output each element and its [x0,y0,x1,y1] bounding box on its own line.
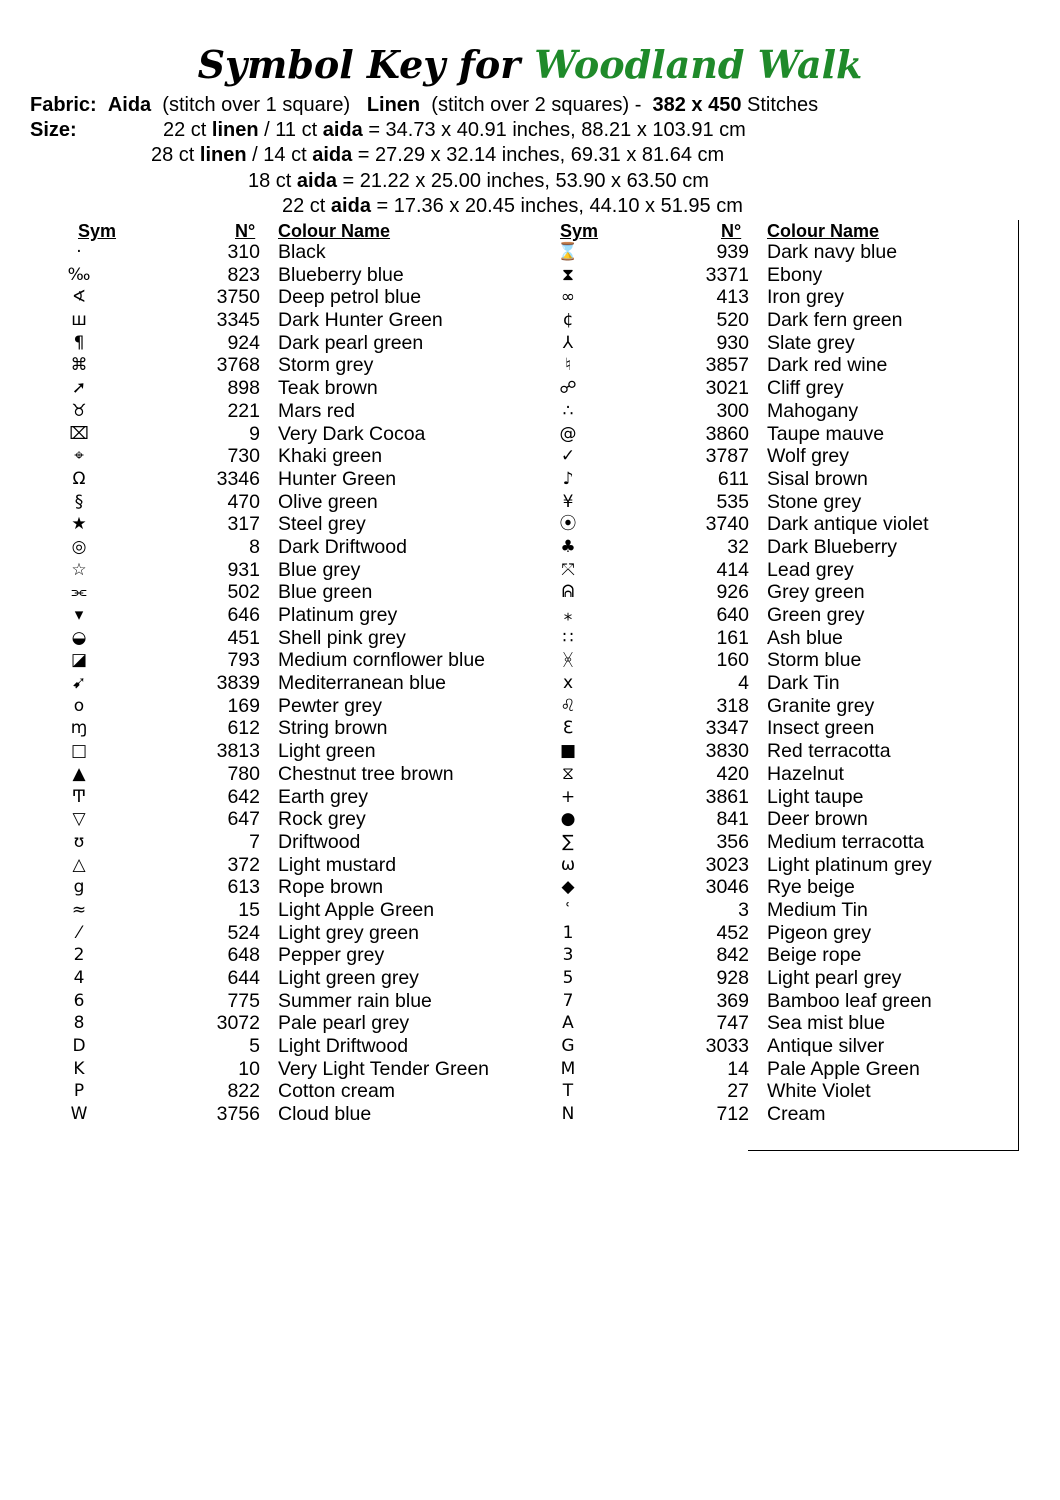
thread-number: 535 [716,490,749,513]
stitch-symbol: ∢ [71,287,87,308]
thread-number: 356 [716,830,749,853]
colour-name: Antique silver [767,1035,885,1058]
colour-name: Dark navy blue [767,241,898,263]
stitch-symbol: ¢ [562,310,574,331]
colour-name: Light green [278,740,376,763]
colour-name: Dark red wine [767,354,888,377]
stitch-symbol: G [561,1036,575,1057]
thread-number: 644 [227,967,260,989]
stitch-symbol: ◒ [71,627,87,648]
colour-name: Bamboo leaf green [767,989,932,1012]
stitch-symbol: § [74,491,84,512]
colour-name: Light platinum grey [767,853,932,876]
page-title [0,40,1060,90]
thread-number: 3813 [216,740,260,763]
colour-name: Khaki green [278,445,383,468]
stitch-symbol: ≈ [71,899,87,920]
left-num-header: N° [235,221,256,241]
thread-number: 3371 [705,263,749,286]
stitch-symbol: · [76,242,82,262]
colour-name: Driftwood [278,830,361,853]
thread-number: 4 [738,672,749,695]
colour-name: Granite grey [767,694,875,717]
thread-number: 3768 [216,354,260,377]
size-line-2 [151,143,724,168]
stitch-symbol: 3 [562,945,574,966]
colour-name: Light Apple Green [278,898,435,921]
thread-number: 300 [716,399,749,422]
stitch-symbol: △ [72,854,86,875]
size-line-4 [282,194,743,219]
thread-number: 10 [238,1057,260,1080]
right-border-line [1018,220,1019,1150]
size-label-line [30,118,77,143]
size-4-aida: aida [330,195,371,217]
colour-name: Cliff grey [767,377,844,400]
colour-name: Summer rain blue [278,989,432,1012]
thread-number: 926 [716,581,749,604]
colour-name: Very Dark Cocoa [278,422,426,445]
thread-number: 372 [227,853,260,876]
size-3-aida: aida [296,170,337,192]
stitch-symbol: 8 [73,1013,85,1034]
stitch-symbol: ᕱ [561,582,575,603]
colour-name: Rope brown [278,876,384,899]
thread-number: 647 [227,808,260,831]
thread-number: 822 [227,1080,260,1103]
thread-number: 5 [249,1035,260,1058]
colour-name: Light pearl grey [767,967,902,989]
thread-number: 898 [227,377,260,400]
colour-name: Blueberry blue [278,263,404,286]
stitch-symbol: ♌ [560,695,576,716]
thread-number: 221 [227,399,260,422]
stitch-symbol: Ω [72,468,86,489]
thread-number: 3033 [705,1035,749,1058]
thread-number: 780 [227,762,260,785]
thread-number: 3839 [216,672,260,695]
size-1-linen: linen [211,119,259,141]
colour-name: Taupe mauve [767,422,885,445]
thread-number: 775 [227,989,260,1012]
stitch-symbol: ∞ [560,287,576,308]
thread-number: 3750 [216,286,260,309]
thread-number: 318 [716,694,749,717]
thread-number: 3345 [216,309,260,332]
colour-name: Pewter grey [278,694,383,717]
right-sym-header: Sym [560,221,599,241]
colour-name: Platinum grey [278,604,398,626]
size-2-mid: / 14 ct [252,144,307,166]
stitch-symbol: 6 [73,990,85,1011]
thread-number: 640 [716,604,749,626]
stitch-symbol: ➹ [71,673,87,694]
stitch-symbol: 4 [73,968,85,988]
thread-number: 161 [716,626,749,649]
left-sym-header: Sym [78,221,117,241]
thread-number: 32 [727,535,749,558]
stitch-symbol: ⤧ [561,559,575,580]
thread-number: 470 [227,490,260,513]
stitch-symbol: ♣ [560,536,576,557]
colour-name: Black [278,241,326,263]
colour-name: Ash blue [767,626,843,649]
stitch-symbol: ◪ [70,650,88,671]
thread-number: 612 [227,717,260,740]
thread-number: 169 [227,694,260,717]
size-3-pre: 18 ct [248,170,292,192]
thread-number: 524 [227,921,260,944]
colour-name: Dark antique violet [767,513,929,536]
stitch-symbol: ⧗ [562,264,574,285]
colour-name: Dark Hunter Green [278,309,443,332]
colour-name: Mahogany [767,399,859,422]
stitch-symbol: ⌛ [557,242,579,262]
colour-name: Dark fern green [767,309,903,332]
colour-name: Cream [767,1103,826,1126]
stitch-symbol: ▽ [72,809,86,830]
colour-name: Earth grey [278,785,368,808]
thread-number: 648 [227,944,260,967]
colour-name: Dark pearl green [278,331,424,354]
thread-number: 9 [249,422,260,445]
colour-name: Cloud blue [278,1103,372,1126]
colour-name: Light Driftwood [278,1035,409,1058]
stitch-symbol: Ͳ [71,786,87,807]
stitch-symbol: ☆ [71,559,87,580]
size-1-mid: / 11 ct [264,119,318,141]
right-name-header: Colour Name [767,221,880,241]
stitch-symbol: ⦿ [559,514,577,535]
stitch-symbol: ʊ [73,831,85,852]
size-line-1 [163,118,746,143]
thread-number: 420 [716,762,749,785]
pattern-name: Woodland Walk [534,42,863,87]
size-2-linen: linen [199,144,247,166]
thread-number: 3740 [705,513,749,536]
stitch-symbol: A [562,1013,574,1034]
colour-name: Ebony [767,263,823,286]
thread-number: 317 [227,513,260,536]
stitch-symbol: ◎ [71,536,87,557]
thread-number: 793 [227,649,260,672]
thread-number: 14 [727,1057,749,1080]
stitch-symbol: ω [560,854,576,875]
stitch-symbol: □ [70,741,88,762]
fabric-stitches-suffix: Stitches [747,94,819,116]
colour-name: Steel grey [278,513,366,536]
fabric-aida: Aida [107,94,152,116]
right-num-header: N° [721,221,742,241]
thread-number: 7 [249,830,260,853]
thread-number: 3756 [216,1103,260,1126]
colour-name: Pigeon grey [767,921,872,944]
size-1-aida: aida [322,119,363,141]
left-name-header: Colour Name [278,221,391,241]
stitch-symbol: 2 [73,945,85,966]
stitch-symbol: 1 [562,922,574,943]
colour-name: Dark Driftwood [278,535,407,558]
colour-name: Insect green [767,717,875,740]
thread-number: 611 [717,467,749,490]
stitch-symbol: ♉ [71,400,87,421]
colour-name: Pale Apple Green [767,1057,920,1080]
stitch-symbol: ⅄ [562,332,574,353]
thread-number: 3347 [705,717,749,740]
colour-name: Dark Tin [767,672,840,695]
bottom-border-line [748,1150,1019,1151]
colour-name: String brown [278,717,388,740]
stitch-symbol: + [560,786,576,807]
colour-name: Pepper grey [278,944,385,967]
stitch-symbol: ¥ [562,491,574,512]
stitch-symbol: ⁎ [563,605,573,625]
stitch-symbol: ʿ [565,899,571,920]
colour-name: Mars red [278,399,355,422]
stitch-symbol: ♮ [564,355,572,376]
thread-number: 3046 [705,876,749,899]
stitch-symbol: ℇ [562,718,574,739]
colour-name: Very Light Tender Green [278,1057,490,1080]
stitch-symbol: ➚ [71,378,87,399]
thread-number: 642 [227,785,260,808]
colour-name: Mediterranean blue [278,672,447,695]
stitch-symbol: M [560,1058,576,1079]
stitch-symbol: o [73,695,85,716]
thread-number: 369 [716,989,749,1012]
colour-name: Storm blue [767,649,862,672]
thread-number: 8 [249,535,260,558]
stitch-symbol: ⁄ [77,922,81,943]
colour-name: Iron grey [767,286,844,309]
fabric-linen-note: (stitch over 2 squares) - [431,94,642,116]
size-4-pre: 22 ct [282,195,326,217]
thread-number: 939 [716,241,749,263]
stitch-symbol: ★ [71,514,87,535]
stitch-symbol: ✓ [560,446,576,467]
colour-name: Dark Blueberry [767,535,898,558]
stitch-symbol: N [561,1104,575,1125]
stitch-symbol: ⧖ [562,763,574,784]
colour-name: Red terracotta [767,740,891,763]
stitch-symbol: ш [71,310,87,331]
stitch-symbol: D [72,1036,86,1057]
thread-number: 841 [716,808,749,831]
colour-name: Medium Tin [767,898,868,921]
thread-number: 3857 [705,354,749,377]
thread-number: 3021 [705,377,749,400]
colour-name: Stone grey [767,490,862,513]
stitch-symbol: ⌧ [69,423,89,444]
stitch-symbol: 7 [562,990,574,1011]
thread-number: 823 [227,263,260,286]
size-3-post: = 21.22 x 25.00 inches, 53.90 x 63.50 cm [336,170,709,192]
thread-number: 3830 [705,740,749,763]
stitch-symbol: ☍ [559,378,577,399]
colour-name: Pale pearl grey [278,1012,410,1035]
stitch-symbol: W [70,1104,88,1125]
stitch-symbol: ♪ [562,468,574,489]
size-2-aida: aida [312,144,353,166]
stitch-symbol: ⫘ [71,582,87,603]
fabric-label: Fabric: [30,94,97,116]
stitch-symbol: ⌖ [74,446,84,467]
colour-name: Rye beige [767,876,855,899]
fabric-linen: Linen [366,94,421,116]
colour-name: Wolf grey [767,445,849,468]
thread-number: 931 [227,558,260,581]
stitch-symbol: 5 [562,968,574,988]
colour-name: Green grey [767,604,865,626]
thread-number: 3861 [705,785,749,808]
fabric-line [30,93,818,118]
size-line-3 [248,169,709,194]
colour-name: Shell pink grey [278,626,406,649]
size-2-pre: 28 ct [151,144,195,166]
colour-name: Sea mist blue [767,1012,886,1035]
thread-number: 310 [227,241,260,263]
stitch-symbol: ■ [559,741,577,762]
colour-name: Light mustard [278,853,397,876]
thread-number: 646 [227,604,260,626]
colour-name: White Violet [767,1080,871,1103]
stitch-symbol: @ [559,423,577,444]
size-label: Size: [30,119,77,141]
colour-name: Deep petrol blue [278,286,422,309]
fabric-stitches: 382 x 450 [652,94,742,116]
colour-name: Hunter Green [278,467,397,490]
colour-name: Light taupe [767,785,864,808]
colour-name: Blue green [278,581,373,604]
stitch-symbol: g [73,877,85,898]
thread-number: 413 [716,286,749,309]
stitch-symbol: ∑ [562,831,574,852]
size-1-pre: 22 ct [163,119,207,141]
thread-number: 160 [716,649,749,672]
thread-number: 15 [238,898,260,921]
size-4-post: = 17.36 x 20.45 inches, 44.10 x 51.95 cm [376,195,743,217]
colour-name: Chestnut tree brown [278,762,454,785]
colour-name: Sisal brown [767,467,868,490]
thread-number: 27 [727,1080,749,1103]
thread-number: 520 [716,309,749,332]
colour-name: Olive green [278,490,378,513]
thread-number: 502 [227,581,260,604]
thread-number: 930 [716,331,749,354]
thread-number: 928 [716,967,749,989]
thread-number: 712 [716,1103,749,1126]
thread-number: 414 [716,558,749,581]
thread-number: 451 [227,626,260,649]
stitch-symbol: ∷ [562,627,574,648]
colour-name: Teak brown [278,377,378,400]
title-prefix: Symbol Key for [197,42,521,87]
thread-number: 747 [716,1012,749,1035]
thread-number: 842 [716,944,749,967]
colour-name: Lead grey [767,558,854,581]
colour-name: Cotton cream [278,1080,396,1103]
colour-name: Deer brown [767,808,868,831]
colour-name: Light grey green [278,921,419,944]
colour-name: Storm grey [278,354,374,377]
stitch-symbol: ● [560,809,576,830]
stitch-symbol: ‰ [67,264,91,285]
thread-number: 730 [227,445,260,468]
stitch-symbol: ◆ [561,877,575,898]
stitch-symbol: P [73,1081,85,1102]
size-1-post: = 34.73 x 40.91 inches, 88.21 x 103.91 cm [368,119,746,141]
colour-name: Blue grey [278,558,361,581]
fabric-aida-note: (stitch over 1 square) [162,94,351,116]
stitch-symbol: ▾ [74,605,84,625]
thread-number: 3 [738,898,749,921]
stitch-symbol: ∴ [562,400,574,421]
colour-name: Medium terracotta [767,830,925,853]
stitch-symbol: ¶ [73,332,85,353]
thread-number: 613 [227,876,260,899]
stitch-symbol: x [562,673,574,694]
stitch-symbol: ɱ [70,718,88,739]
colour-name: Rock grey [278,808,366,831]
colour-name: Hazelnut [767,762,844,785]
colour-name: Medium cornflower blue [278,649,486,672]
thread-number: 3860 [705,422,749,445]
stitch-symbol: ▲ [72,763,86,784]
colour-name: Slate grey [767,331,855,354]
colour-name: Beige rope [767,944,862,967]
stitch-symbol: ⌘ [70,355,88,376]
colour-name: Grey green [767,581,865,604]
thread-number: 3346 [216,467,260,490]
stitch-symbol: T [562,1081,574,1102]
thread-number: 452 [716,921,749,944]
size-2-post: = 27.29 x 32.14 inches, 69.31 x 81.64 cm [357,144,725,166]
colour-name: Light green grey [278,967,419,989]
stitch-symbol: ᚸ [562,650,574,671]
thread-number: 924 [227,331,260,354]
thread-number: 3787 [705,445,749,468]
thread-number: 3072 [216,1012,260,1035]
stitch-symbol: K [73,1058,85,1079]
thread-number: 3023 [705,853,749,876]
